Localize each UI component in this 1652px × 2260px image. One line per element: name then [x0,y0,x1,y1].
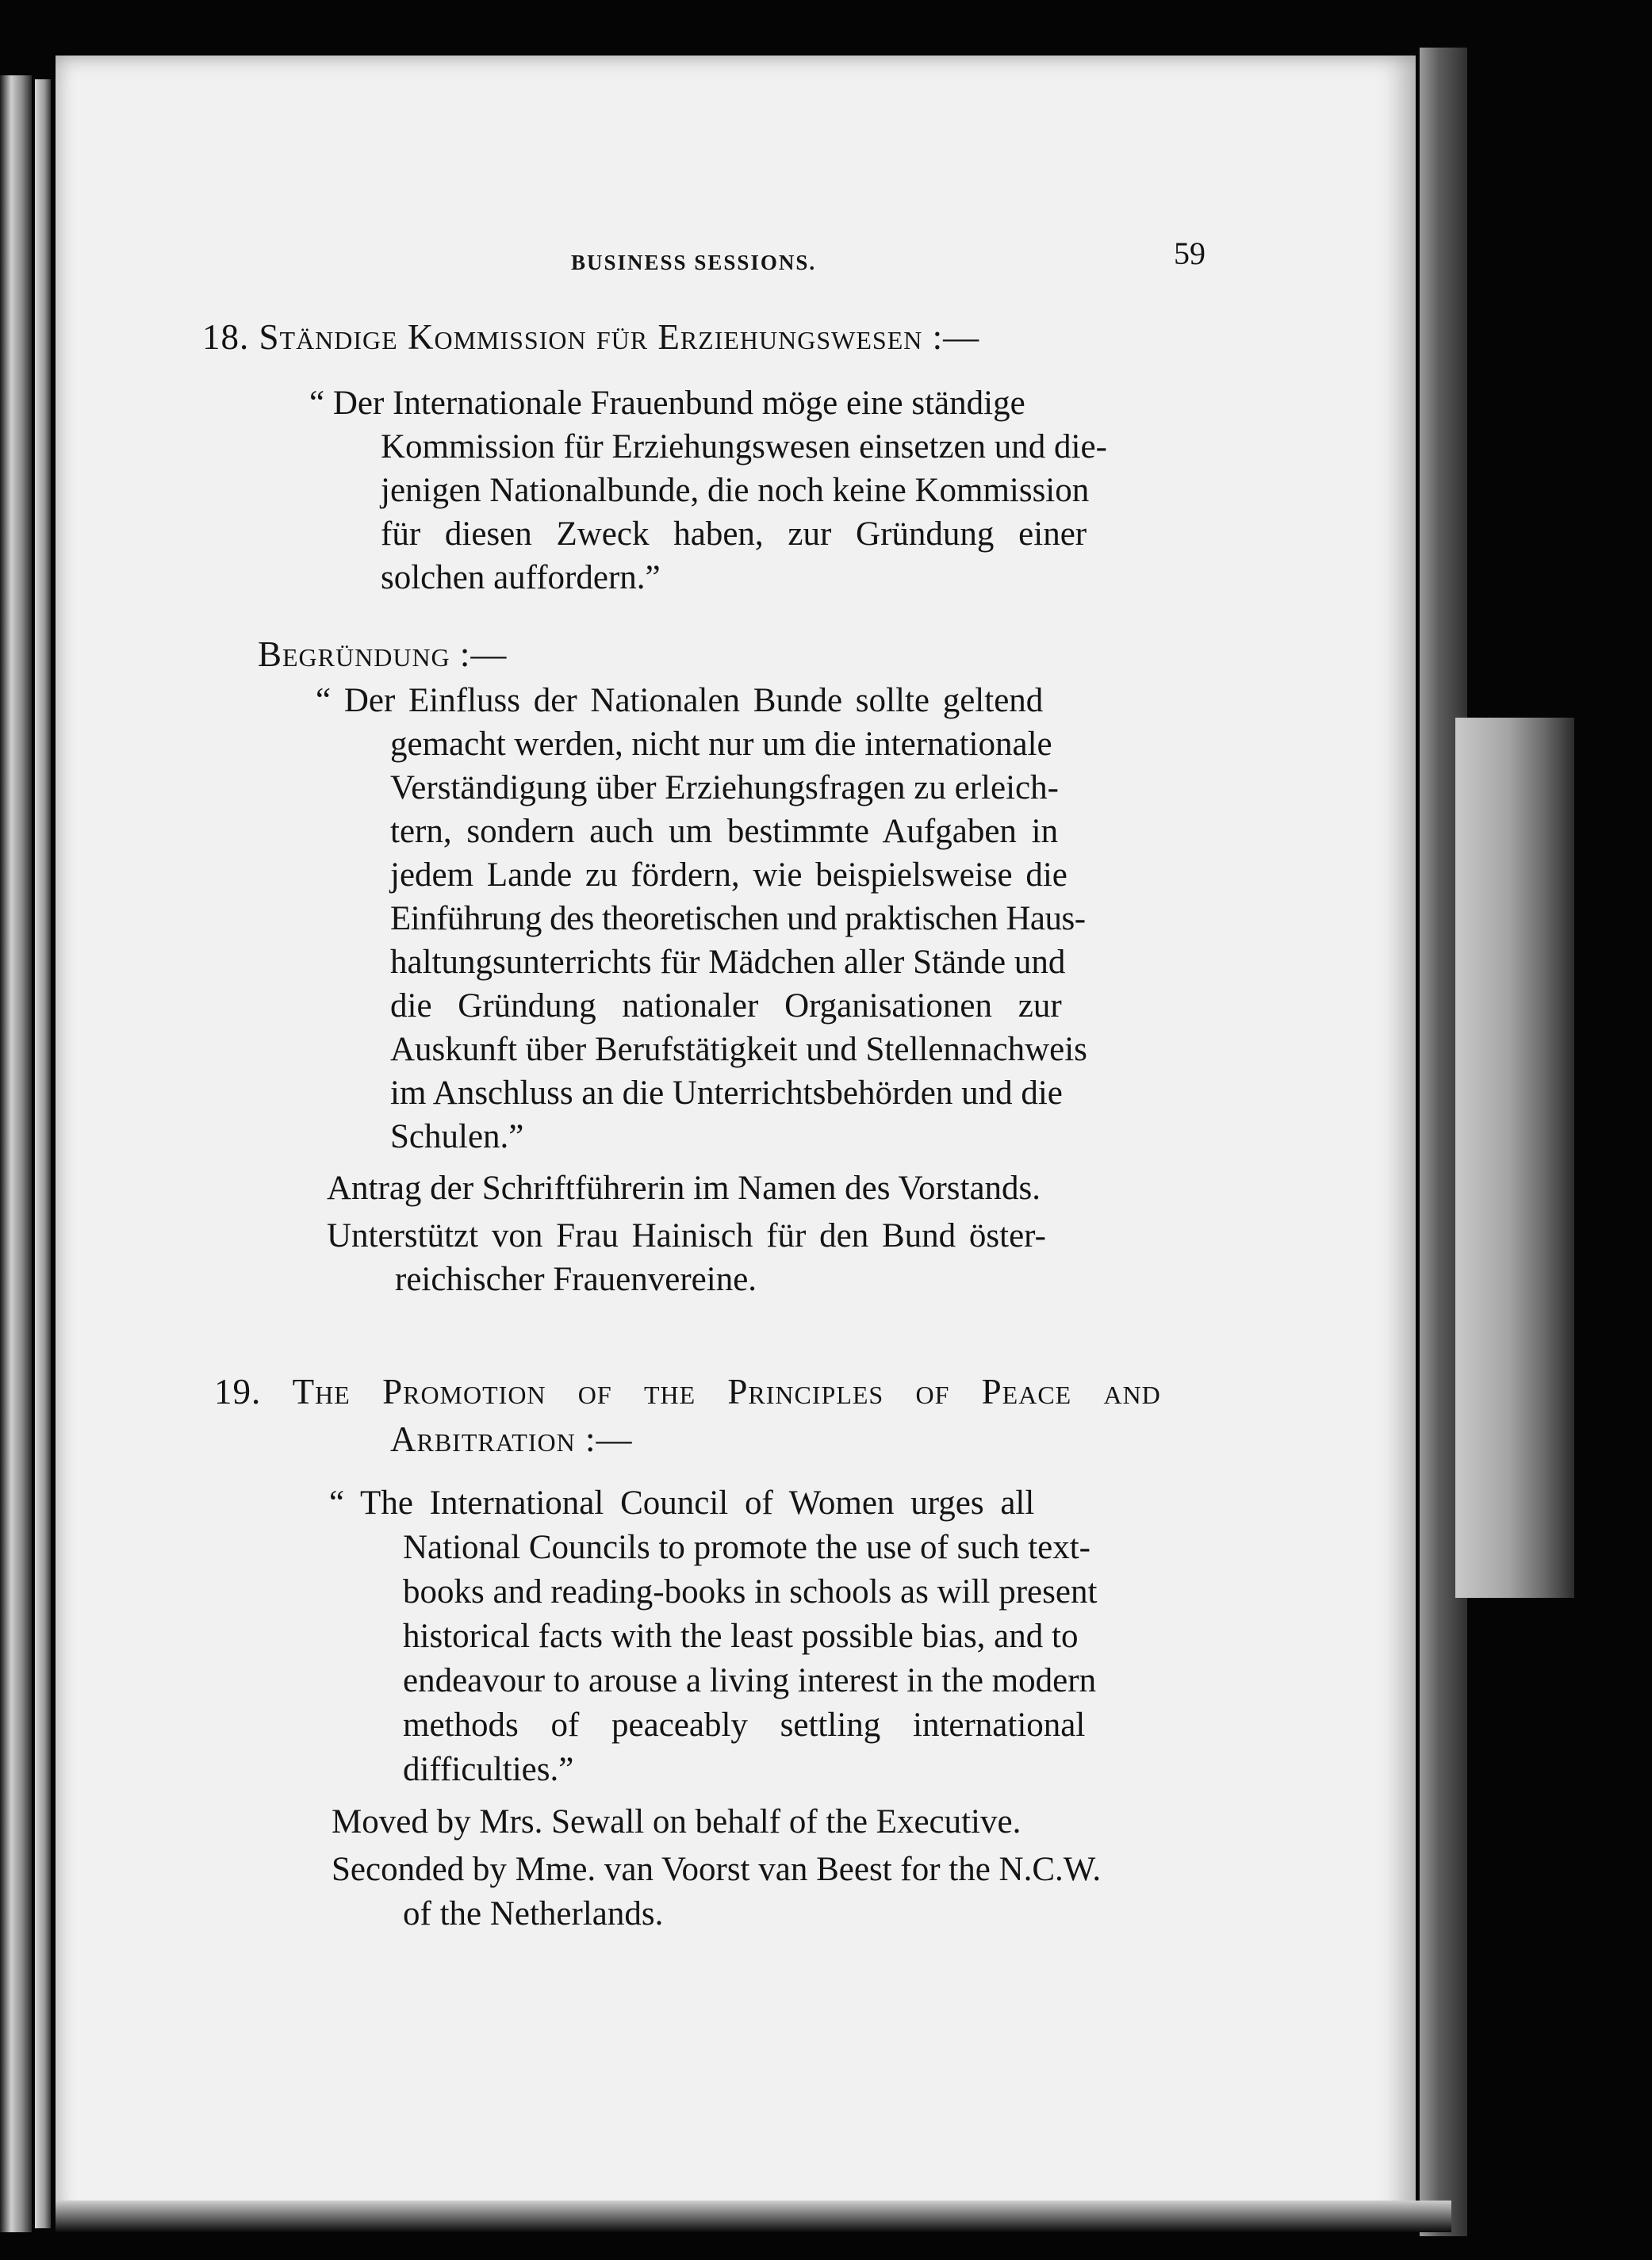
antrag-line: Antrag der Schriftführerin im Namen des Vorstands. [327,1170,1041,1207]
left-page-margin [35,79,51,2228]
section-18-resolution-line: jenigen Nationalbunde, die noch keine Kommission [381,472,1090,509]
section-19-resolution-line: National Councils to promote the use of such text- [403,1529,1090,1566]
running-title: BUSINESS SESSIONS. [571,251,817,274]
page-bottom-edge [56,2201,1451,2232]
begruendung-line: “ Der Einfluss der Nationalen Bunde sollte geltend [316,682,1044,719]
begruendung-line: im Anschluss an die Unterrichtsbehörden und die [390,1074,1063,1112]
left-page-edge [0,75,32,2232]
begruendung-line: tern, sondern auch um bestimmte Aufgaben in [390,813,1059,850]
section-19-resolution-line: endeavour to arouse a living interest in the modern [403,1662,1097,1699]
section-18-resolution-line: Kommission für Erziehungswesen einsetzen und die- [381,428,1107,465]
section-19-resolution-line: difficulties.” [403,1751,574,1788]
moved-line: Moved by Mrs. Sewall on behalf of the Executive. [332,1803,1021,1841]
section-18-resolution-line: solchen auffordern.” [381,559,661,596]
begruendung-line: jedem Lande zu fördern, wie beispielsweise die [390,856,1067,894]
begruendung-line: Schulen.” [390,1118,524,1155]
section-19-resolution-line: “ The International Council of Women urges all [329,1484,1035,1522]
begruendung-line: Verständigung über Erziehungsfragen zu erleich- [390,769,1059,806]
page-tab-edge [1455,718,1574,1598]
section-19-resolution-line: historical facts with the least possible bias, and to [403,1618,1079,1655]
section-19-heading-continued: Arbitration :— [390,1419,633,1459]
begruendung-line: gemacht werden, nicht nur um die internationale [390,726,1052,763]
begruendung-line: Auskunft über Berufstätigkeit und Stellennachweis [390,1031,1087,1068]
page-number: 59 [1174,236,1205,271]
seconded-line: of the Netherlands. [403,1895,664,1932]
book-page [56,56,1416,2224]
section-18-resolution-line: für diesen Zweck haben, zur Gründung einer [381,515,1087,553]
section-19-resolution-line: methods of peaceably settling international [403,1706,1086,1744]
unterstuetzt-line: Unterstützt von Frau Hainisch für den Bund öster- [327,1217,1046,1254]
section-19-resolution-line: books and reading-books in schools as will present [403,1573,1098,1611]
unterstuetzt-line: reichischer Frauenvereine. [395,1261,757,1298]
begruendung-line: haltungsunterrichts für Mädchen aller Stände und [390,944,1066,981]
section-18-heading: 18. Ständige Kommission für Erziehungswesen :— [202,317,980,357]
begruendung-label: Begründung :— [258,634,508,674]
seconded-line: Seconded by Mme. van Voorst van Beest for the N.C.W. [332,1851,1102,1888]
begruendung-line: die Gründung nationaler Organisationen zur [390,987,1062,1025]
section-18-resolution-line: “ Der Internationale Frauenbund möge eine ständige [309,385,1025,422]
begruendung-line: Einführung des theoretischen und praktischen Haus- [390,900,1086,937]
section-19-heading: 19. The Promotion of the Principles of Peace and [214,1372,1161,1412]
